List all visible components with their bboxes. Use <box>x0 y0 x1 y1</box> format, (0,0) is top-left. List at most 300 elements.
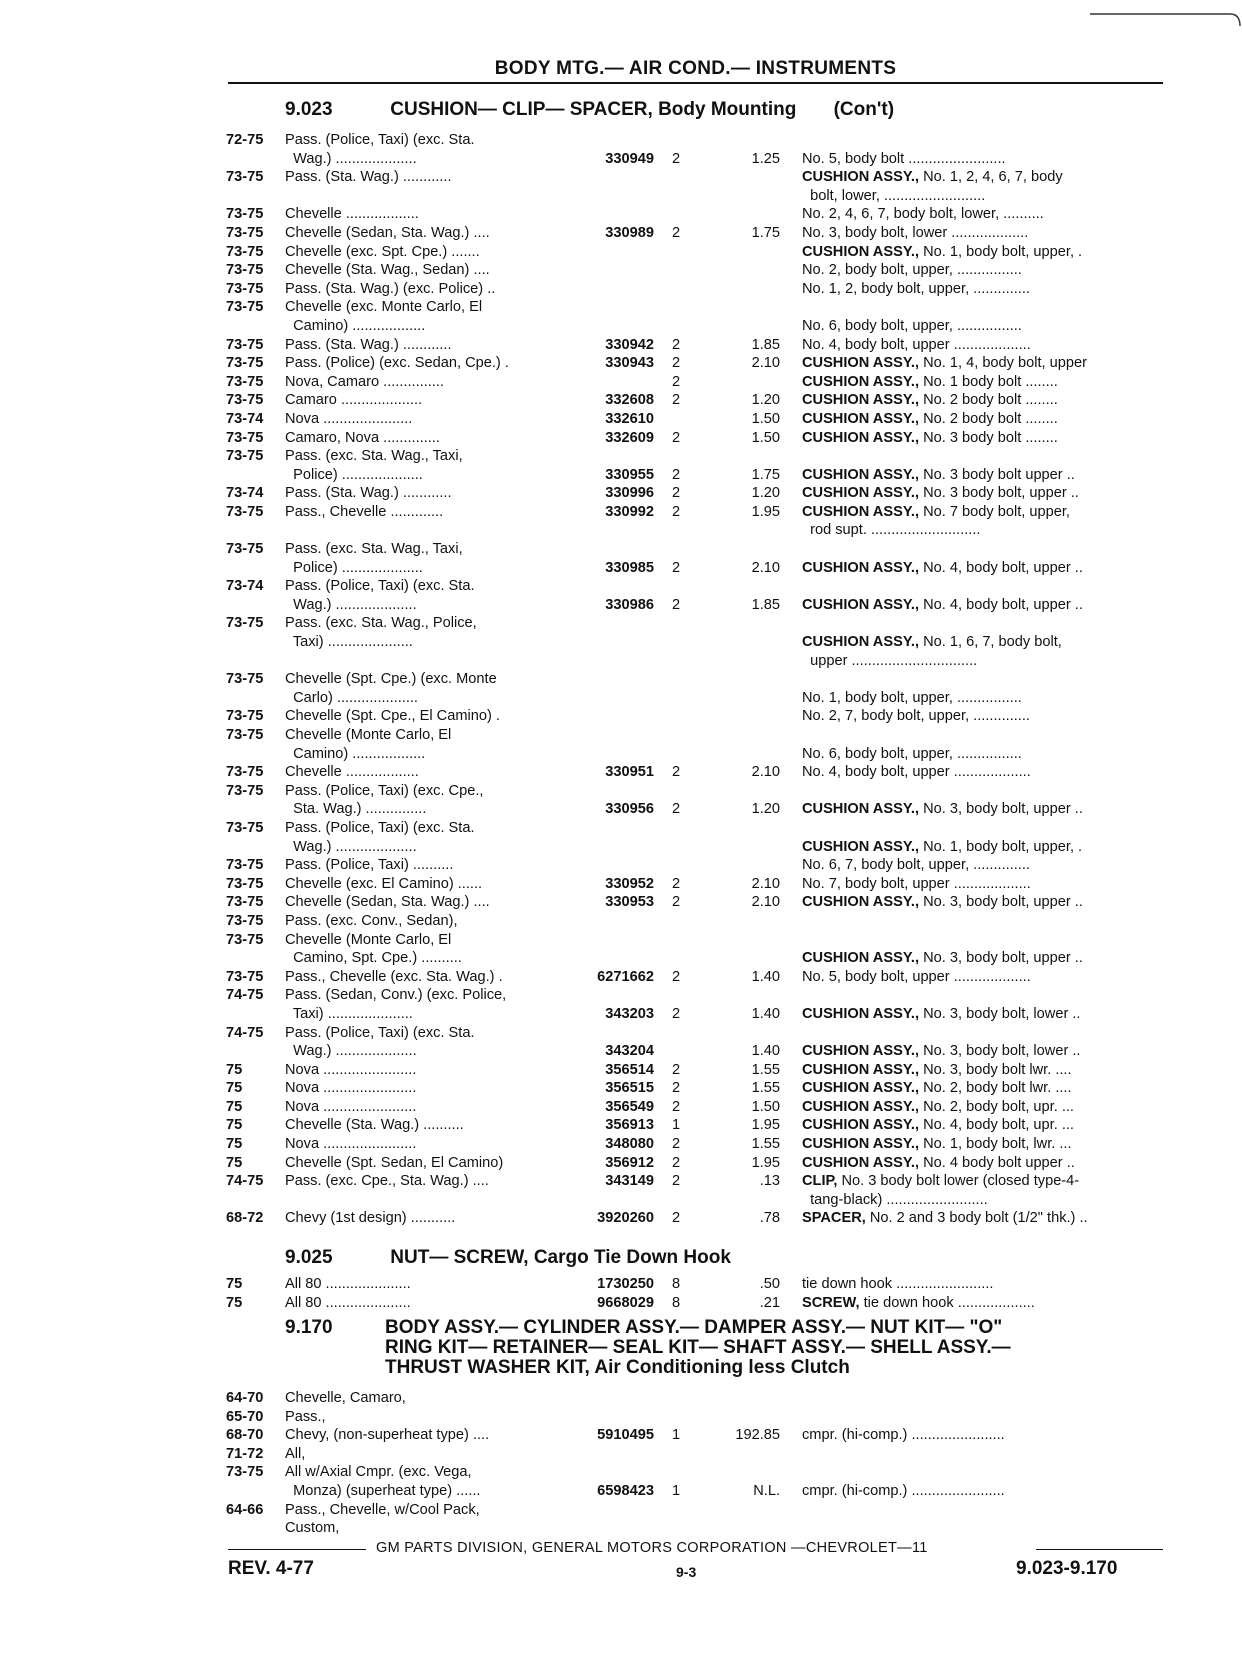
description <box>802 1275 1164 1294</box>
description-keyword: CUSHION ASSY., <box>802 950 920 967</box>
description-text: No. 1, 4, body bolt, upper <box>919 355 1087 372</box>
application: Chevelle (exc. Spt. Cpe.) ....... <box>285 243 480 260</box>
price: .13 <box>759 1173 780 1190</box>
model-year: 74-75 <box>226 1024 264 1041</box>
model-year: 75 <box>226 1098 243 1115</box>
description-keyword: CUSHION ASSY., <box>802 1117 920 1134</box>
application: Pass., Chevelle, w/Cool Pack, <box>285 1501 480 1518</box>
description <box>802 1061 1164 1080</box>
description <box>802 633 1164 652</box>
part-number: 343203 <box>605 1005 654 1022</box>
model-year: 73-75 <box>226 336 264 353</box>
description-keyword: CUSHION ASSY., <box>802 503 920 520</box>
parts-row <box>0 559 1242 578</box>
parts-row <box>0 707 1242 726</box>
application: Custom, <box>285 1520 340 1537</box>
model-year: 73-75 <box>226 931 264 948</box>
model-year: 68-70 <box>226 1427 264 1444</box>
description-text: No. 4 body bolt upper .. <box>919 1154 1075 1171</box>
price: 1.20 <box>751 485 780 502</box>
description-text: No. 1 body bolt ........ <box>919 373 1058 390</box>
description <box>802 652 1164 671</box>
application: All 80 ..................... <box>285 1276 411 1292</box>
description <box>802 689 1164 708</box>
application: Pass., Chevelle (exc. Sta. Wag.) . <box>285 968 503 985</box>
parts-row <box>0 856 1242 875</box>
description-text: No. 2 body bolt ........ <box>919 392 1058 409</box>
description-text: No. 6, 7, body bolt, upper, .............. <box>802 857 1030 874</box>
application: Camino, Spt. Cpe.) .......... <box>285 950 462 967</box>
price: 2.10 <box>751 764 780 781</box>
application: Pass. (exc. Sta. Wag., Taxi, <box>285 448 463 465</box>
description-keyword: CUSHION ASSY., <box>802 429 920 446</box>
price: 1.20 <box>751 801 780 818</box>
quantity: 2 <box>671 485 681 502</box>
parts-row <box>0 280 1242 299</box>
model-year: 65-70 <box>226 1408 264 1425</box>
application: All, <box>285 1445 306 1462</box>
description-text: No. 6, body bolt, upper, ................ <box>802 317 1022 334</box>
price: 2.10 <box>751 559 780 576</box>
description-text: No. 7 body bolt, upper, <box>919 503 1070 520</box>
description-text: No. 1, body bolt, upper, . <box>919 243 1083 260</box>
parts-row <box>0 1154 1242 1173</box>
description-keyword: CUSHION ASSY., <box>802 894 920 911</box>
description <box>802 893 1164 912</box>
parts-row <box>0 1116 1242 1135</box>
application: Nova ....................... <box>285 1098 417 1115</box>
description-text: No. 6, body bolt, upper, ................ <box>802 745 1022 762</box>
description-text: No. 4, body bolt, upper ................... <box>802 764 1031 781</box>
model-year: 73-75 <box>226 262 264 279</box>
description <box>802 745 1164 764</box>
description-keyword: CUSHION ASSY., <box>802 485 920 502</box>
description <box>802 968 1164 987</box>
parts-row <box>0 187 1242 206</box>
price: 1.95 <box>751 1117 780 1134</box>
description-keyword: CUSHION ASSY., <box>802 801 920 818</box>
application: Pass., Chevelle ............. <box>285 503 444 520</box>
parts-row <box>0 670 1242 689</box>
section-continued: (Con't) <box>833 99 895 120</box>
part-number: 330951 <box>605 764 654 781</box>
section-heading-line: BODY ASSY.— CYLINDER ASSY.— DAMPER ASSY.— NUT KIT— "O" <box>385 1317 1003 1338</box>
description <box>802 1172 1164 1191</box>
description <box>802 1209 1164 1228</box>
application: Chevelle (Monte Carlo, El <box>285 727 452 743</box>
part-number: 343149 <box>605 1173 654 1190</box>
description-text: cmpr. (hi-comp.) ....................... <box>802 1482 1005 1499</box>
application: Chevelle (exc. El Camino) ...... <box>285 875 483 892</box>
description <box>802 150 1164 169</box>
description <box>802 596 1164 615</box>
description-text: No. 3 body bolt upper .. <box>919 466 1075 483</box>
header-rule <box>228 82 1163 84</box>
price: 1.50 <box>751 429 780 446</box>
model-year: 75 <box>226 1154 243 1171</box>
model-year: 75 <box>226 1294 243 1311</box>
part-number: 330996 <box>605 485 654 502</box>
quantity: 2 <box>671 801 681 818</box>
part-number: 332608 <box>605 392 654 409</box>
application: Monza) (superheat type) ...... <box>285 1482 481 1499</box>
part-number: 5910495 <box>597 1427 654 1444</box>
price: .50 <box>759 1276 780 1292</box>
part-number: 1730250 <box>597 1276 654 1292</box>
quantity: 2 <box>671 875 681 892</box>
parts-row <box>0 373 1242 392</box>
model-year: 73-75 <box>226 373 264 390</box>
description <box>802 1098 1164 1117</box>
quantity: 2 <box>671 392 681 409</box>
description <box>802 280 1164 299</box>
model-year: 64-70 <box>226 1390 264 1406</box>
application: Chevelle, Camaro, <box>285 1390 406 1406</box>
application: Pass. (Police, Taxi) (exc. Sta. <box>285 819 475 836</box>
price: 1.40 <box>751 1043 780 1060</box>
description-text: No. 2, 7, body bolt, upper, .............. <box>802 708 1030 725</box>
application: Pass. (exc. Cpe., Sta. Wag.) .... <box>285 1173 489 1190</box>
application: Chevelle .................. <box>285 764 419 781</box>
description-keyword: CUSHION ASSY., <box>802 838 920 855</box>
section-number: 9.025 <box>285 1247 333 1268</box>
parts-row <box>0 168 1242 187</box>
model-year: 73-75 <box>226 671 264 688</box>
application: Chevelle (Sedan, Sta. Wag.) .... <box>285 224 490 241</box>
quantity: 2 <box>671 429 681 446</box>
price: 2.10 <box>751 875 780 892</box>
part-number: 356912 <box>605 1154 654 1171</box>
description-keyword: CUSHION ASSY., <box>802 596 920 613</box>
description-text: rod supt. ........................... <box>802 522 981 539</box>
description <box>802 1154 1164 1173</box>
description <box>802 763 1164 782</box>
description <box>802 373 1164 392</box>
description <box>802 484 1164 503</box>
description-text: tie down hook ........................ <box>802 1276 994 1292</box>
section-title-9-025 <box>285 1248 731 1268</box>
parts-row <box>0 912 1242 931</box>
description-text: No. 3, body bolt, lower .. <box>919 1005 1081 1022</box>
parts-row <box>0 1501 1242 1520</box>
description-text: No. 3 body bolt lower (closed type-4- <box>837 1173 1080 1190</box>
description-keyword: SCREW, <box>802 1294 860 1311</box>
parts-row <box>0 224 1242 243</box>
model-year: 75 <box>226 1061 243 1078</box>
model-year: 73-75 <box>226 503 264 520</box>
parts-row <box>0 410 1242 429</box>
application: Wag.) .................... <box>285 596 417 613</box>
parts-row <box>0 205 1242 224</box>
parts-row <box>0 689 1242 708</box>
parts-row <box>0 131 1242 150</box>
model-year: 73-75 <box>226 782 264 799</box>
quantity: 2 <box>671 559 681 576</box>
parts-row <box>0 1005 1242 1024</box>
parts-row <box>0 484 1242 503</box>
application: Chevelle (Sta. Wag., Sedan) .... <box>285 262 490 279</box>
description-text: No. 3, body bolt, upper .. <box>919 950 1083 967</box>
description-text: No. 3, body bolt, lower .. <box>919 1043 1081 1060</box>
model-year: 75 <box>226 1276 243 1292</box>
description <box>802 949 1164 968</box>
model-year: 73-75 <box>226 764 264 781</box>
description <box>802 707 1164 726</box>
model-year: 73-75 <box>226 894 264 911</box>
price: 1.85 <box>751 336 780 353</box>
parts-row <box>0 336 1242 355</box>
section-rows-9-025 <box>0 1275 1242 1312</box>
description <box>802 1191 1164 1210</box>
description <box>802 1294 1164 1313</box>
parts-row <box>0 1024 1242 1043</box>
quantity: 2 <box>671 894 681 911</box>
application: Wag.) .................... <box>285 1043 417 1060</box>
quantity: 1 <box>671 1117 681 1134</box>
model-year: 72-75 <box>226 132 264 148</box>
description-text: bolt, lower, ......................... <box>802 187 986 204</box>
part-number: 330952 <box>605 875 654 892</box>
parts-row <box>0 986 1242 1005</box>
quantity: 1 <box>671 1482 681 1499</box>
part-number: 356514 <box>605 1061 654 1078</box>
quantity: 2 <box>671 150 681 167</box>
parts-row <box>0 1209 1242 1228</box>
description-text: No. 3, body bolt lwr. .... <box>919 1061 1072 1078</box>
application: Taxi) ..................... <box>285 634 413 651</box>
parts-row <box>0 1426 1242 1445</box>
parts-row <box>0 298 1242 317</box>
price: 1.25 <box>751 150 780 167</box>
parts-row <box>0 726 1242 745</box>
application: Pass. (Police) (exc. Sedan, Cpe.) . <box>285 355 509 372</box>
model-year: 73-75 <box>226 727 264 743</box>
description-keyword: CUSHION ASSY., <box>802 1061 920 1078</box>
part-number: 330949 <box>605 150 654 167</box>
application: Chevelle (exc. Monte Carlo, El <box>285 299 483 316</box>
parts-row <box>0 540 1242 559</box>
part-number: 356913 <box>605 1117 654 1134</box>
description-text: No. 3, body bolt, upper .. <box>919 801 1083 818</box>
part-number: 330989 <box>605 224 654 241</box>
description-text: No. 4, body bolt, upper .. <box>919 596 1083 613</box>
part-number: 330992 <box>605 503 654 520</box>
description-text: No. 1, 2, body bolt, upper, .............. <box>802 280 1030 297</box>
model-year: 73-75 <box>226 243 264 260</box>
description-text: cmpr. (hi-comp.) ....................... <box>802 1427 1005 1444</box>
parts-row <box>0 1445 1242 1464</box>
application: Camino) .................. <box>285 745 426 762</box>
price: 1.95 <box>751 503 780 520</box>
description-text: No. 3 body bolt, upper .. <box>919 485 1079 502</box>
application: Pass., <box>285 1408 326 1425</box>
part-number: 6271662 <box>597 968 654 985</box>
description-keyword: CUSHION ASSY., <box>802 1080 920 1097</box>
price: 1.85 <box>751 596 780 613</box>
section-heading-line: THRUST WASHER KIT, Air Conditioning less Clutch <box>385 1357 850 1378</box>
parts-row <box>0 1389 1242 1408</box>
parts-row <box>0 819 1242 838</box>
application: Police) .................... <box>285 559 423 576</box>
application: Nova ...................... <box>285 410 413 427</box>
description-text: upper ............................... <box>802 652 978 669</box>
model-year: 73-75 <box>226 708 264 725</box>
parts-row <box>0 1098 1242 1117</box>
description <box>802 205 1164 224</box>
application: Chevelle (Sedan, Sta. Wag.) .... <box>285 894 490 911</box>
model-year: 73-75 <box>226 169 264 186</box>
price: 1.55 <box>751 1061 780 1078</box>
description-text: No. 1, body bolt, upper, ................ <box>802 689 1022 706</box>
footer-page-number: 9-3 <box>676 1564 697 1580</box>
price: 1.50 <box>751 1098 780 1115</box>
parts-row <box>0 521 1242 540</box>
parts-row <box>0 1042 1242 1061</box>
quantity: 2 <box>671 224 681 241</box>
price: 1.40 <box>751 968 780 985</box>
application: Nova, Camaro ............... <box>285 373 444 390</box>
application: Chevelle (Sta. Wag.) .......... <box>285 1117 464 1134</box>
quantity: 2 <box>671 1098 681 1115</box>
model-year: 75 <box>226 1117 243 1134</box>
description-text: No. 5, body bolt, upper ................... <box>802 968 1031 985</box>
description <box>802 503 1164 522</box>
description <box>802 800 1164 819</box>
page-header: BODY MTG.— AIR COND.— INSTRUMENTS <box>494 58 897 79</box>
description-text: No. 1, 6, 7, body bolt, <box>919 634 1062 651</box>
application: Pass. (Police, Taxi) (exc. Cpe., <box>285 782 484 799</box>
description-text: No. 2 body bolt ........ <box>919 410 1058 427</box>
parts-row <box>0 614 1242 633</box>
description-text: No. 2 and 3 body bolt (1/2" thk.) .. <box>865 1210 1088 1227</box>
description <box>802 521 1164 540</box>
parts-row <box>0 503 1242 522</box>
application: Pass. (Sta. Wag.) ............ <box>285 485 452 502</box>
parts-row <box>0 800 1242 819</box>
model-year: 73-75 <box>226 280 264 297</box>
application: All w/Axial Cmpr. (exc. Vega, <box>285 1464 472 1481</box>
model-year: 74-75 <box>226 1173 264 1190</box>
quantity: 2 <box>671 355 681 372</box>
parts-row <box>0 391 1242 410</box>
model-year: 73-75 <box>226 355 264 372</box>
quantity: 2 <box>671 466 681 483</box>
model-year: 73-75 <box>226 429 264 446</box>
quantity: 2 <box>671 373 681 390</box>
part-number: 330955 <box>605 466 654 483</box>
parts-row <box>0 931 1242 950</box>
application: Pass. (Police, Taxi) .......... <box>285 857 454 874</box>
parts-row <box>0 1463 1242 1482</box>
quantity: 2 <box>671 1061 681 1078</box>
description <box>802 1042 1164 1061</box>
price: 1.50 <box>751 410 780 427</box>
application: Wag.) .................... <box>285 838 417 855</box>
parts-row <box>0 150 1242 169</box>
description <box>802 559 1164 578</box>
model-year: 73-75 <box>226 299 264 316</box>
footer-org: GM PARTS DIVISION, GENERAL MOTORS CORPORATION —CHEVROLET—11 <box>376 1540 928 1556</box>
section-heading-line: RING KIT— RETAINER— SEAL KIT— SHAFT ASSY.— SHELL ASSY.— <box>385 1337 1011 1358</box>
application: Pass. (exc. Sta. Wag., Taxi, <box>285 541 463 558</box>
part-number: 356515 <box>605 1080 654 1097</box>
price: 2.10 <box>751 355 780 372</box>
parts-row <box>0 763 1242 782</box>
parts-row <box>0 652 1242 671</box>
application: Pass. (Police, Taxi) (exc. Sta. <box>285 132 475 148</box>
description <box>802 1482 1164 1501</box>
application: Chevy, (non-superheat type) .... <box>285 1427 490 1444</box>
quantity: 2 <box>671 1136 681 1153</box>
application: Wag.) .................... <box>285 150 417 167</box>
parts-row <box>0 243 1242 262</box>
description-keyword: CUSHION ASSY., <box>802 1005 920 1022</box>
model-year: 73-75 <box>226 819 264 836</box>
footer-rule-right <box>1036 1549 1163 1550</box>
parts-row <box>0 893 1242 912</box>
application: Sta. Wag.) ............... <box>285 801 427 818</box>
application: Pass. (Sta. Wag.) (exc. Police) .. <box>285 280 496 297</box>
parts-row <box>0 317 1242 336</box>
description <box>802 856 1164 875</box>
model-year: 73-75 <box>226 541 264 558</box>
application: Chevy (1st design) ........... <box>285 1210 456 1227</box>
description-keyword: CLIP, <box>802 1173 838 1190</box>
model-year: 73-75 <box>226 206 264 223</box>
description-keyword: CUSHION ASSY., <box>802 1043 920 1060</box>
application: Pass. (Sta. Wag.) ............ <box>285 169 452 186</box>
parts-row <box>0 354 1242 373</box>
model-year: 73-75 <box>226 615 264 632</box>
application: Pass. (Police, Taxi) (exc. Sta. <box>285 1024 475 1041</box>
application: Chevelle (Spt. Sedan, El Camino) <box>285 1154 504 1171</box>
application: Chevelle (Monte Carlo, El <box>285 931 452 948</box>
quantity: 2 <box>671 1080 681 1097</box>
description-keyword: CUSHION ASSY., <box>802 243 920 260</box>
description-keyword: SPACER, <box>802 1210 866 1227</box>
section-title-9-023 <box>285 100 894 120</box>
quantity: 2 <box>671 1154 681 1171</box>
parts-row <box>0 838 1242 857</box>
part-number: 348080 <box>605 1136 654 1153</box>
quantity: 2 <box>671 336 681 353</box>
description-keyword: CUSHION ASSY., <box>802 634 920 651</box>
section-rows-9-170 <box>0 1389 1242 1538</box>
parts-row <box>0 1294 1242 1313</box>
description <box>802 354 1164 373</box>
application: Pass. (exc. Conv., Sedan), <box>285 912 458 929</box>
footer-rule-left <box>228 1549 366 1550</box>
description <box>802 429 1164 448</box>
model-year: 74-75 <box>226 987 264 1004</box>
part-number: 330943 <box>605 355 654 372</box>
application: Taxi) ..................... <box>285 1005 413 1022</box>
price: 192.85 <box>735 1427 780 1444</box>
description-text: No. 4, body bolt, upper .. <box>919 559 1083 576</box>
parts-row <box>0 577 1242 596</box>
part-number: 330986 <box>605 596 654 613</box>
description-keyword: CUSHION ASSY., <box>802 466 920 483</box>
description-text: tie down hook ................... <box>859 1294 1035 1311</box>
section-heading: NUT— SCREW, Cargo Tie Down Hook <box>390 1247 731 1268</box>
description-text: No. 1, body bolt, upper, . <box>919 838 1083 855</box>
quantity: 8 <box>671 1276 681 1292</box>
section-rows-9-023 <box>0 131 1242 1228</box>
parts-row <box>0 949 1242 968</box>
description <box>802 875 1164 894</box>
application: Nova ....................... <box>285 1061 417 1078</box>
price: 1.40 <box>751 1005 780 1022</box>
